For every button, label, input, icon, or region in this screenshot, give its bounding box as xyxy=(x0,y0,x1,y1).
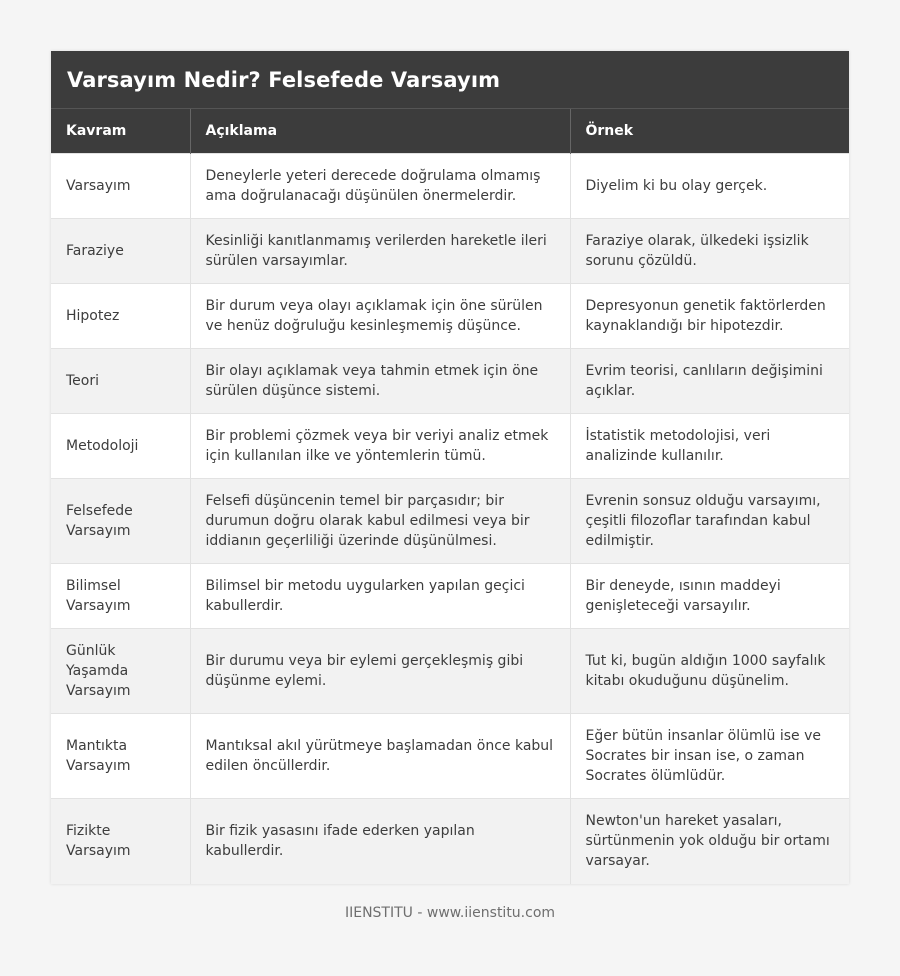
cell-example: Evrenin sonsuz olduğu varsayımı, çeşitli filozoflar tarafından kabul edilmiştir. xyxy=(570,479,849,564)
cell-description: Bir durum veya olayı açıklamak için öne sürülen ve henüz doğruluğu kesinleşmemiş düşünce. xyxy=(190,284,570,349)
cell-term: Metodoloji xyxy=(51,414,190,479)
column-header-kavram: Kavram xyxy=(51,109,190,154)
cell-term: Teori xyxy=(51,349,190,414)
cell-term: Günlük Yaşamda Varsayım xyxy=(51,629,190,714)
table-row xyxy=(51,154,849,219)
cell-term: Faraziye xyxy=(51,219,190,284)
column-header-aciklama: Açıklama xyxy=(190,109,570,154)
table-row xyxy=(51,414,849,479)
cell-example: İstatistik metodolojisi, veri analizinde kullanılır. xyxy=(570,414,849,479)
page-title: Varsayım Nedir? Felsefede Varsayım xyxy=(67,67,501,92)
table-row xyxy=(51,349,849,414)
table-header-row xyxy=(51,109,849,154)
cell-example: Diyelim ki bu olay gerçek. xyxy=(570,154,849,219)
table-row xyxy=(51,219,849,284)
cell-term: Mantıkta Varsayım xyxy=(51,714,190,799)
cell-example: Eğer bütün insanlar ölümlü ise ve Socrates bir insan ise, o zaman Socrates ölümlüdür. xyxy=(570,714,849,799)
cell-term: Bilimsel Varsayım xyxy=(51,564,190,629)
cell-description: Bir durumu veya bir eylemi gerçekleşmiş gibi düşünme eylemi. xyxy=(190,629,570,714)
cell-example: Evrim teorisi, canlıların değişimini açıklar. xyxy=(570,349,849,414)
cell-description: Mantıksal akıl yürütmeye başlamadan önce kabul edilen öncüllerdir. xyxy=(190,714,570,799)
cell-example: Depresyonun genetik faktörlerden kaynaklandığı bir hipotezdir. xyxy=(570,284,849,349)
column-header-ornek: Örnek xyxy=(570,109,849,154)
cell-example: Newton'un hareket yasaları, sürtünmenin yok olduğu bir ortamı varsayar. xyxy=(570,799,849,884)
cell-description: Bilimsel bir metodu uygularken yapılan geçici kabullerdir. xyxy=(190,564,570,629)
cell-description: Felsefi düşüncenin temel bir parçasıdır; bir durumun doğru olarak kabul edilmesi veya bir iddianın geçerliliği üzerinde düşünülmesi. xyxy=(190,479,570,564)
cell-example: Tut ki, bugün aldığın 1000 sayfalık kitabı okuduğunu düşünelim. xyxy=(570,629,849,714)
table-row xyxy=(51,479,849,564)
title-bar xyxy=(51,51,849,109)
cell-description: Bir fizik yasasını ifade ederken yapılan kabullerdir. xyxy=(190,799,570,884)
table-row xyxy=(51,629,849,714)
cell-term: Felsefede Varsayım xyxy=(51,479,190,564)
cell-description: Kesinliği kanıtlanmamış verilerden hareketle ileri sürülen varsayımlar. xyxy=(190,219,570,284)
cell-term: Varsayım xyxy=(51,154,190,219)
table-card xyxy=(51,51,849,884)
table-row xyxy=(51,714,849,799)
table-row xyxy=(51,284,849,349)
cell-term: Hipotez xyxy=(51,284,190,349)
table-row xyxy=(51,799,849,884)
cell-description: Deneylerle yeteri derecede doğrulama olmamış ama doğrulanacağı düşünülen önermelerdir. xyxy=(190,154,570,219)
cell-example: Faraziye olarak, ülkedeki işsizlik sorunu çözüldü. xyxy=(570,219,849,284)
table-row xyxy=(51,564,849,629)
footer-credit: IIENSTITU - www.iienstitu.com xyxy=(344,905,556,921)
cell-description: Bir olayı açıklamak veya tahmin etmek için öne sürülen düşünce sistemi. xyxy=(190,349,570,414)
cell-term: Fizikte Varsayım xyxy=(51,799,190,884)
cell-description: Bir problemi çözmek veya bir veriyi analiz etmek için kullanılan ilke ve yöntemlerin tümü. xyxy=(190,414,570,479)
concept-table xyxy=(51,109,849,884)
cell-example: Bir deneyde, ısının maddeyi genişleteceği varsayılır. xyxy=(570,564,849,629)
